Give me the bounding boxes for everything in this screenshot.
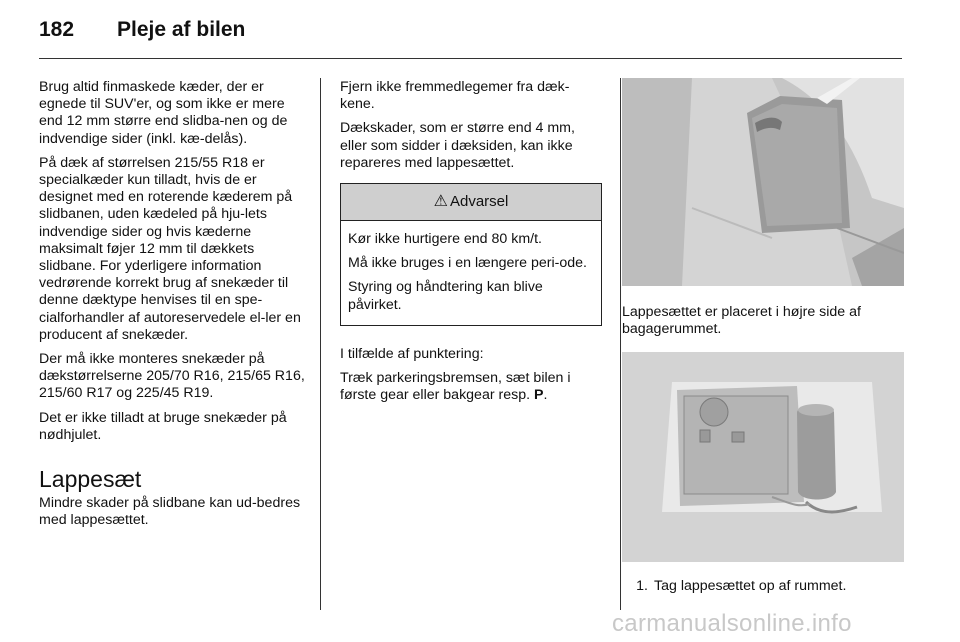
column-3 <box>622 78 904 596</box>
step-text: Tag lappesættet op af rummet. <box>654 578 847 595</box>
warning-body <box>341 221 601 325</box>
warning-box <box>340 183 602 326</box>
trunk-illustration <box>622 78 904 286</box>
paragraph-foreign-objects: Fjern ikke fremmedlegemer fra dæk-kene. <box>340 79 570 113</box>
column-2 <box>340 79 602 411</box>
step-number: 1. <box>636 578 648 595</box>
header-rule <box>39 58 902 59</box>
paragraph-parking-brake <box>340 370 602 404</box>
watermark-text: carmanualsonline.info <box>612 610 852 637</box>
column-divider-1 <box>320 78 321 610</box>
paragraph-no-chains-sizes: Der må ikke monteres snekæder på dækstørrelserne 205/70 R16, 215/65 R16, 215/60 R17 og 225/45 R19. <box>39 351 305 402</box>
warning-line: Må ikke bruges i en længere peri-ode. <box>348 255 587 272</box>
paragraph-special-chains: På dæk af størrelsen 215/55 R18 er specialkæder kun tilladt, hvis de er designet med en roterende kæderem på slidbanen, uden kædeled på hju-lets indvendige sider og hvis kæderne maksimalt føjer 12 mm til dækkets slidbane. For yderligere information vedrørende korrekt brug af snekæder til denne dæktype henvises til en spe-cialforhandler af autoreservedele el-ler en producent af snekæder. <box>39 154 301 343</box>
warning-line: Kør ikke hurtigere end 80 km/t. <box>348 231 542 248</box>
section-intro: Mindre skader på slidbane kan ud-bedres med lappesættet. <box>39 495 301 529</box>
page-header <box>39 18 245 42</box>
page-title: Pleje af bilen <box>117 18 246 41</box>
column-1 <box>39 79 305 536</box>
column-divider-2 <box>620 78 621 610</box>
page-number: 182 <box>39 18 75 41</box>
gear-p-label: P <box>533 387 544 404</box>
image1-caption: Lappesættet er placeret i højre side af bagagerummet. <box>622 304 861 338</box>
paragraph-spare-wheel: Det er ikke tilladt at bruge snekæder på nødhjulet. <box>39 409 287 443</box>
parking-brake-text: Træk parkeringsbremsen, sæt bilen i første gear eller bakgear resp. <box>340 370 571 404</box>
paragraph-chains: Brug altid finmaskede kæder, der er egnede til SUV'er, og som ikke er mere end 12 mm større end slidba-nen og de indvendige sider (inkl. kæ-delås). <box>39 79 288 147</box>
repair-kit-illustration <box>622 352 904 562</box>
warning-line: Styring og håndtering kan blive påvirket. <box>348 279 543 313</box>
warning-triangle-icon: ⚠ <box>433 193 448 211</box>
warning-title: Advarsel <box>449 193 509 211</box>
step-item <box>622 578 904 595</box>
sentence-end: . <box>543 387 548 404</box>
paragraph-puncture: I tilfælde af punktering: <box>340 345 484 362</box>
section-heading-lappesaet: Lappesæt <box>39 466 142 493</box>
warning-header <box>341 184 601 221</box>
paragraph-damage-size: Dækskader, som er større end 4 mm, eller som sidder i dæksiden, kan ikke repareres med lappesættet. <box>340 120 575 171</box>
